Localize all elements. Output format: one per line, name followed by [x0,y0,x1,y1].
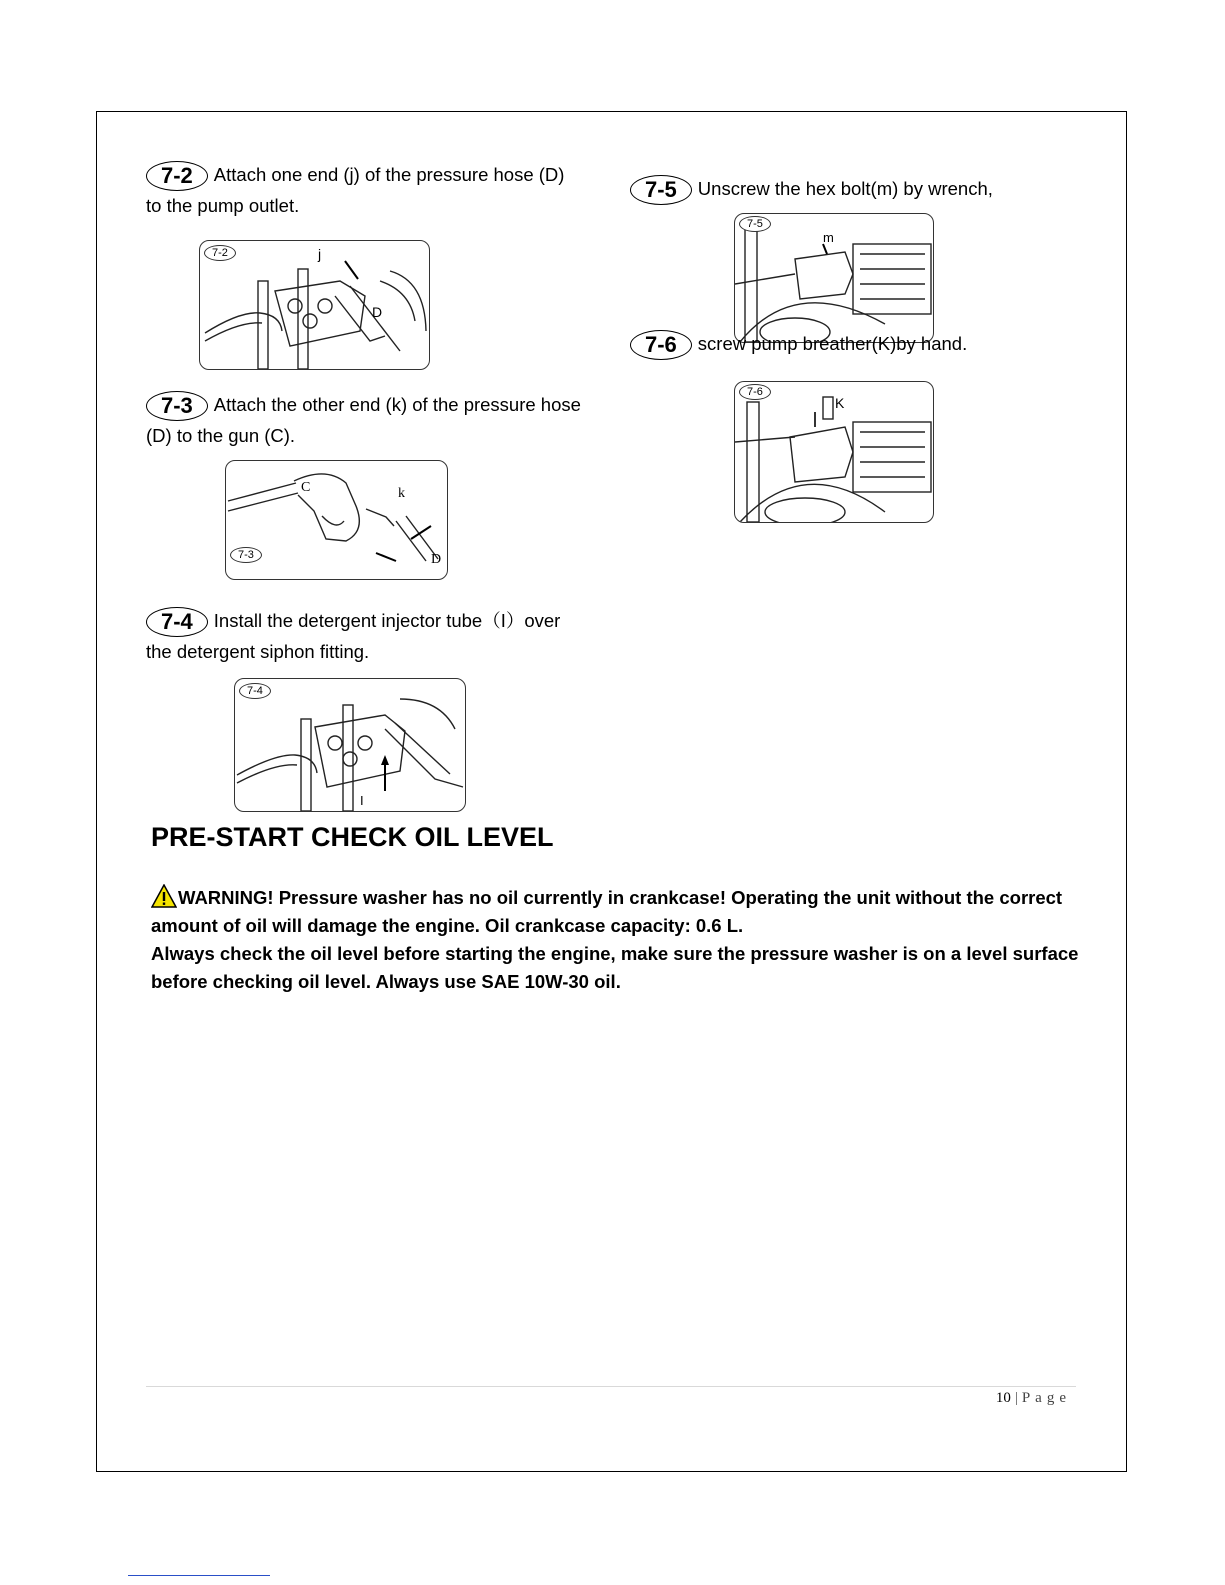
bottom-link-underline[interactable] [128,1575,270,1576]
spray-gun-illustration [226,461,447,579]
figure-7-5 [734,213,934,343]
hex-bolt-illustration [735,214,933,342]
callout-label: k [398,486,405,501]
step-7-5 [630,174,1060,205]
step-badge: 7-5 [630,175,692,205]
figure-tag: 7-5 [739,216,771,232]
page-number-value: 10 [995,1390,1011,1406]
step-7-6 [630,329,1060,360]
figure-7-6 [734,381,934,523]
step-badge: 7-3 [146,391,208,421]
figure-7-2 [199,240,430,370]
step-text: screw pump breather(K)by hand. [697,333,968,354]
footer-rule [146,1386,1076,1387]
page-number [996,1390,1071,1407]
callout-label: K [835,395,845,411]
callout-label: m [823,230,834,245]
warning-block [151,884,1081,996]
step-7-4 [146,606,586,666]
page-number-separator: | [1014,1390,1018,1406]
warning-triangle-icon [151,884,177,908]
figure-tag: 7-3 [230,547,262,563]
step-text: Attach the other end (k) of the pressure hose (D) to the gun (C). [146,394,581,447]
step-text: Install the detergent injector tube（I）over the detergent siphon fitting. [146,610,561,663]
step-badge: 7-2 [146,161,208,191]
figure-tag: 7-4 [239,683,271,699]
figure-tag: 7-6 [739,384,771,400]
figure-7-4 [234,678,466,812]
figure-7-3 [225,460,448,580]
warning-text: WARNING! Pressure washer has no oil currently in crankcase! Operating the unit without the correct amount of oil will damage the engine. Oil crankcase capacity: 0.6 L. [151,887,1063,936]
step-badge: 7-4 [146,607,208,637]
step-text: Attach one end (j) of the pressure hose (D) to the pump outlet. [146,164,565,217]
callout-label: D [372,304,383,320]
warning-line-2: Always check the oil level before starting the engine, make sure the pressure washer is on a level surface before checking oil level. Always use SAE 10W-30 oil. [151,943,1079,992]
callout-label: j [318,246,322,262]
pump-outlet-illustration [200,241,429,369]
callout-label: I [360,793,364,808]
step-7-2 [146,160,566,220]
step-7-3 [146,390,586,450]
step-badge: 7-6 [630,330,692,360]
warning-line-1 [151,884,1081,940]
pump-breather-illustration [735,382,933,522]
injector-tube-illustration [235,679,465,811]
callout-label: C [301,480,311,495]
step-text: Unscrew the hex bolt(m) by wrench, [697,178,993,199]
section-heading: PRE-START CHECK OIL LEVEL [151,822,554,852]
figure-tag: 7-2 [204,245,236,261]
page-word: Page [1021,1390,1071,1406]
callout-label: D [431,552,442,567]
